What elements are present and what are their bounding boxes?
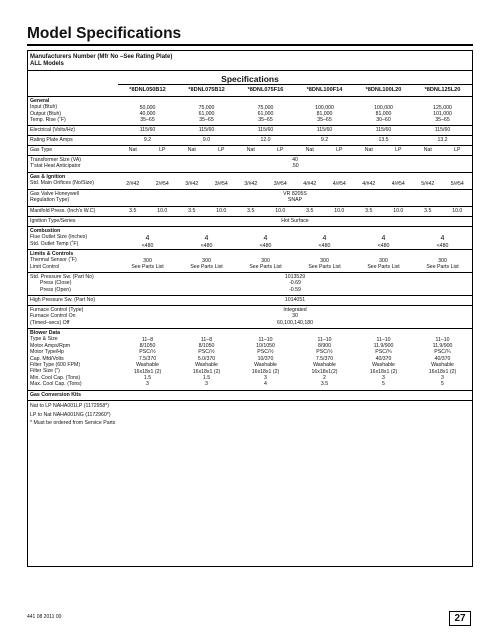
cell-value: 3 (264, 374, 267, 381)
cell-value: 10.0 (275, 208, 286, 214)
cell-value: 60,100,140,180 (276, 319, 314, 326)
cell-value: 7.5/370 (315, 355, 334, 362)
cell-value: 9.2 (320, 137, 329, 143)
divider (118, 84, 472, 85)
cell-value: 2/#42 (126, 180, 140, 187)
cell-value: 3.5 (129, 208, 137, 214)
cell-value: 11–10 (258, 336, 273, 343)
divider (28, 328, 472, 329)
cell-value: 35–65 (317, 117, 332, 124)
model-name: *8DNL075F16 (247, 87, 284, 93)
gas-valve-labels (30, 191, 79, 204)
cell-value: Nat (128, 147, 137, 153)
cell-value: 3 (205, 381, 208, 388)
cell-value: See Parts List (308, 263, 341, 270)
cell-value: 3.5 (320, 381, 329, 388)
cell-value: Washable (313, 362, 336, 369)
cell-value: 100,000 (374, 104, 393, 111)
conversion-line: LP to Nat NAHA001NG (1172960*) (30, 411, 111, 418)
spec-table (27, 50, 473, 567)
model-name: *8DNL050B12 (129, 87, 166, 93)
cell-value: 115/60 (375, 127, 392, 133)
cell-value: 4 (440, 235, 445, 242)
row-label: T'stat Heat Anticipator (30, 163, 81, 170)
cell-value: 300 (261, 257, 270, 264)
cell-value: 11–8 (141, 336, 154, 343)
cell-value: 100,000 (315, 104, 334, 111)
cell-value: 1014051 (284, 297, 306, 303)
cell-value: Nat (364, 147, 373, 153)
divider (28, 96, 472, 97)
row-label: Limit Control (30, 263, 60, 270)
cell-value: 50,000 (139, 104, 156, 111)
pressure-switch-labels (30, 274, 94, 293)
divider (28, 155, 472, 156)
cell-value: 2/#54 (155, 180, 169, 187)
cell-value: 16x18x1 (2) (251, 368, 280, 375)
model-header-row (118, 87, 472, 93)
cell-value: 11–8 (200, 336, 213, 343)
cell-value: 61,000 (198, 110, 215, 117)
conversion-lines (30, 402, 115, 428)
limits-labels (30, 251, 77, 270)
section-heading: Limits & Controls (30, 251, 74, 257)
cell-value: PSC/½ (257, 349, 274, 356)
cell-value: 35–65 (435, 117, 450, 124)
cell-value: See Parts List (190, 263, 223, 270)
mfr-number-header: Manufacturers Number (Mfr No –See Rating Plate) (30, 54, 173, 60)
divider (28, 305, 472, 306)
cell-value: Nat (305, 147, 314, 153)
divider (28, 135, 472, 136)
cell-value: 300 (438, 257, 447, 264)
divider (28, 206, 472, 207)
cell-value: 75,000 (257, 104, 274, 111)
cell-value: 16x18x1(2) (311, 368, 338, 375)
cell-value: 3.5 (365, 208, 373, 214)
cell-value: 11–10 (317, 336, 332, 343)
row-label: (Timed–secs) Off (30, 319, 70, 326)
cell-value: PSC/½ (139, 349, 156, 356)
section-heading: Gas & Ignition (30, 174, 66, 180)
cell-value: See Parts List (367, 263, 400, 270)
cell-value: LP (395, 147, 402, 153)
divider (28, 295, 472, 296)
divider (28, 390, 472, 391)
rating-amps-values (118, 137, 472, 143)
row-label: Furnace Control On (30, 313, 76, 320)
cell-value: VR 8205S (283, 191, 307, 197)
cell-value: See Parts List (131, 263, 164, 270)
section-heading: Blower Data (30, 330, 60, 336)
cell-value: 300 (202, 257, 211, 264)
cell-value: 40/370 (375, 355, 392, 362)
divider (28, 400, 472, 401)
row-label: Furnace Control (Type) (30, 307, 84, 313)
divider (28, 189, 472, 190)
cell-value: LP (454, 147, 461, 153)
pressure-switch-values (118, 274, 472, 293)
cell-value: 40 (292, 157, 298, 163)
cell-value: 10.0 (452, 208, 463, 214)
cell-value: 10.0 (393, 208, 404, 214)
conversion-note: * Must be ordered from Service Parts (30, 420, 116, 426)
model-name: *8DNL125L20 (424, 87, 461, 93)
cell-value: 9.2 (143, 137, 152, 143)
divider (28, 145, 472, 146)
row-label: Press (Open) (40, 286, 71, 293)
cell-value: Washable (195, 362, 218, 369)
cell-value: 4 (145, 235, 150, 242)
cell-value: 3/#42 (244, 180, 258, 187)
cell-value: LP (218, 147, 225, 153)
row-label: Motor Type/Hp (30, 349, 64, 356)
cell-value: SNAP (287, 197, 303, 204)
blower-values (118, 337, 472, 388)
cell-value: 4 (204, 235, 209, 242)
row-label: Filter Size (″) (30, 368, 60, 375)
cell-value: 3.5 (306, 208, 314, 214)
row-label: Min. Cool Cap. (Tons) (30, 374, 81, 381)
section-heading: Combustion (30, 228, 61, 234)
cell-value: 2 (323, 374, 326, 381)
cell-value: <480 (318, 243, 331, 249)
cell-value: <480 (259, 243, 272, 249)
furnace-control-values (118, 307, 472, 326)
cell-value: -0.69 (289, 280, 301, 287)
divider (28, 216, 472, 217)
divider (28, 272, 472, 273)
cell-value: 3/#42 (185, 180, 199, 187)
cell-value: PSC/½ (198, 349, 215, 356)
orifice-values (118, 181, 472, 187)
cell-value: 30–60 (376, 117, 391, 124)
general-values (118, 105, 472, 124)
row-label: Electrical (Volts/Hz) (30, 127, 75, 133)
cell-value: 4/#54 (332, 180, 346, 187)
divider (28, 172, 472, 173)
row-label: Manifold Press. (Inch's W.C) (30, 208, 96, 214)
cell-value: 125,000 (433, 104, 452, 111)
cell-value: 3.5 (188, 208, 196, 214)
row-label: Gas Type (30, 147, 53, 153)
all-models-header: ALL Models (30, 61, 64, 67)
cell-value: 10/1050 (256, 342, 275, 349)
electrical-values (118, 127, 472, 133)
cell-value: -0.59 (289, 286, 301, 293)
cell-value: 4/#42 (303, 180, 317, 187)
row-label: Ignition Type/Series (30, 218, 76, 224)
row-label: Std. Main Orifices (No/Size) (30, 180, 94, 187)
cell-value: 101,000 (433, 110, 452, 117)
cell-value: <480 (200, 243, 213, 249)
transformer-labels (30, 157, 81, 170)
cell-value: <480 (436, 243, 449, 249)
cell-value: Washable (254, 362, 277, 369)
cell-value: 12.0 (260, 137, 271, 143)
cell-value: 4 (263, 235, 268, 242)
page-title: Model Specifications (27, 25, 182, 42)
cell-value: 4 (381, 235, 386, 242)
cell-value: 115/60 (434, 127, 451, 133)
cell-value: Hot Surface (281, 218, 309, 224)
cell-value: 115/60 (316, 127, 333, 133)
row-label: Motor Amps/Rpm (30, 342, 71, 349)
cell-value: 115/60 (139, 127, 156, 133)
row-label: Rating Plate Amps (30, 137, 73, 143)
row-label: Flue Outlet Size (Inches) (30, 234, 88, 241)
cell-value: 300 (143, 257, 152, 264)
row-label: Gas Valve Honeywell (30, 191, 79, 197)
gas-type-values (118, 147, 472, 153)
cell-value: 8/900 (318, 342, 331, 349)
cell-value: Washable (372, 362, 395, 369)
document-code: 441 08 2011 00 (27, 614, 62, 620)
title-underline (27, 44, 473, 46)
row-label: Type & Size (30, 336, 58, 343)
cell-value: 5/#42 (421, 180, 435, 187)
cell-value: 5.0/370 (197, 355, 216, 362)
cell-value: 10.0 (216, 208, 227, 214)
cell-value: 3/#54 (214, 180, 228, 187)
model-name: *8DNL100F14 (306, 87, 343, 93)
row-label: Thermal Sensor (˚F) (30, 257, 77, 264)
cell-value: Nat (246, 147, 255, 153)
row-label: Std. Pressure Sw. (Part No) (30, 274, 94, 280)
row-label: Max. Cool Cap. (Tons) (30, 381, 82, 388)
cell-value: See Parts List (426, 263, 459, 270)
cell-value: 300 (379, 257, 388, 264)
cell-value: 115/60 (198, 127, 215, 133)
cell-value: 16x18x1 (2) (369, 368, 398, 375)
cell-value: 4 (322, 235, 327, 242)
cell-value: 10.0 (157, 208, 168, 214)
cell-value: 115/60 (257, 127, 274, 133)
cell-value: 5 (382, 381, 385, 388)
cell-value: 4/#54 (391, 180, 405, 187)
cell-value: 3.5 (247, 208, 255, 214)
cell-value: Nat (423, 147, 432, 153)
row-label: Temp. Rise (˚F) (30, 117, 66, 124)
specifications-heading: Specifications (221, 74, 279, 84)
cell-value: 40,000 (139, 110, 156, 117)
section-heading: General (30, 98, 50, 104)
cell-value: 4 (264, 381, 267, 388)
gas-valve-values (118, 191, 472, 204)
cell-value: 1.5 (143, 374, 152, 381)
gas-ignition-labels (30, 174, 94, 187)
cell-value: 30 (292, 313, 298, 320)
cell-value: <480 (141, 243, 154, 249)
cell-value: 3 (441, 374, 444, 381)
cell-value: 35–65 (140, 117, 155, 124)
cell-value: Washable (431, 362, 454, 369)
cell-value: PSC/½ (316, 349, 333, 356)
row-label: Transformer Size (VA) (30, 157, 82, 163)
cell-value: 13.5 (378, 137, 389, 143)
cell-value: 9.0 (202, 137, 211, 143)
divider (28, 249, 472, 250)
conversion-kits (30, 392, 81, 398)
transformer-values (118, 157, 472, 170)
cell-value: 10/370 (257, 355, 274, 362)
model-name: *8DNL100L20 (365, 87, 402, 93)
cell-value: Integrated (283, 307, 307, 313)
row-label: Filter Type (600 FPM) (30, 362, 81, 369)
cell-value: PSC/¾ (434, 349, 451, 356)
model-name: *8DNL075B12 (188, 87, 225, 93)
cell-value: 75,000 (198, 104, 215, 111)
cell-value: PSC/¾ (375, 349, 392, 356)
cell-value: 3/#54 (273, 180, 287, 187)
cell-value: 8/1050 (198, 342, 215, 349)
divider (28, 125, 472, 126)
cell-value: 11–10 (435, 336, 450, 343)
cell-value: 10.0 (334, 208, 345, 214)
cell-value: 5/#54 (450, 180, 464, 187)
cell-value: 3.5 (424, 208, 432, 214)
cell-value: LP (277, 147, 284, 153)
cell-value: 35–65 (258, 117, 273, 124)
combustion-labels (30, 228, 87, 247)
page-number: 27 (449, 611, 471, 626)
row-label: High Pressure Sw. (Part No) (30, 297, 96, 303)
blower-labels (30, 330, 82, 388)
cell-value: 8/1050 (139, 342, 156, 349)
divider (28, 70, 472, 71)
cell-value: .50 (291, 163, 299, 170)
cell-value: 1013529 (284, 274, 306, 280)
cell-value: 11.9/900 (432, 342, 453, 349)
general-labels (30, 98, 66, 124)
cell-value: LP (159, 147, 166, 153)
cell-value: 40/370 (434, 355, 451, 362)
row-label: Output (Btuh) (30, 110, 62, 117)
cell-value: Nat (187, 147, 196, 153)
conversion-line: Nat to LP NAHA001LP (1172958*) (30, 403, 110, 409)
cell-value: 3 (382, 374, 385, 381)
cell-value: 81,000 (375, 110, 392, 117)
cell-value: 16x18x1 (2) (192, 368, 221, 375)
cell-value: See Parts List (249, 263, 282, 270)
row-label: Cap. Mfd/Volts (30, 355, 64, 362)
row-label: Press (Close) (40, 280, 72, 287)
row-label: Input (Btuh) (30, 104, 58, 111)
cell-value: 16x18x1 (2) (428, 368, 457, 375)
cell-value: LP (336, 147, 343, 153)
cell-value: 3 (146, 381, 149, 388)
cell-value: 35–65 (199, 117, 214, 124)
cell-value: 61,000 (257, 110, 274, 117)
cell-value: Washable (136, 362, 159, 369)
row-label: Std. Outlet Temp (˚F) (30, 240, 79, 247)
cell-value: 13.2 (437, 137, 448, 143)
cell-value: 5 (441, 381, 444, 388)
manifold-values (118, 208, 472, 214)
section-heading: Gas Conversion Kits (30, 392, 82, 398)
combustion-values (118, 235, 472, 249)
cell-value: 300 (320, 257, 329, 264)
cell-value: 16x18x1 (2) (133, 368, 162, 375)
row-label: Regulation Type) (30, 197, 70, 204)
cell-value: 4/#42 (362, 180, 376, 187)
divider (28, 226, 472, 227)
cell-value: 11–10 (376, 336, 391, 343)
cell-value: 1.5 (202, 374, 211, 381)
furnace-control-labels (30, 307, 83, 326)
cell-value: <480 (377, 243, 390, 249)
cell-value: 7.5/370 (138, 355, 157, 362)
limits-values (118, 258, 472, 271)
cell-value: 81,000 (316, 110, 333, 117)
cell-value: 11.9/900 (373, 342, 394, 349)
